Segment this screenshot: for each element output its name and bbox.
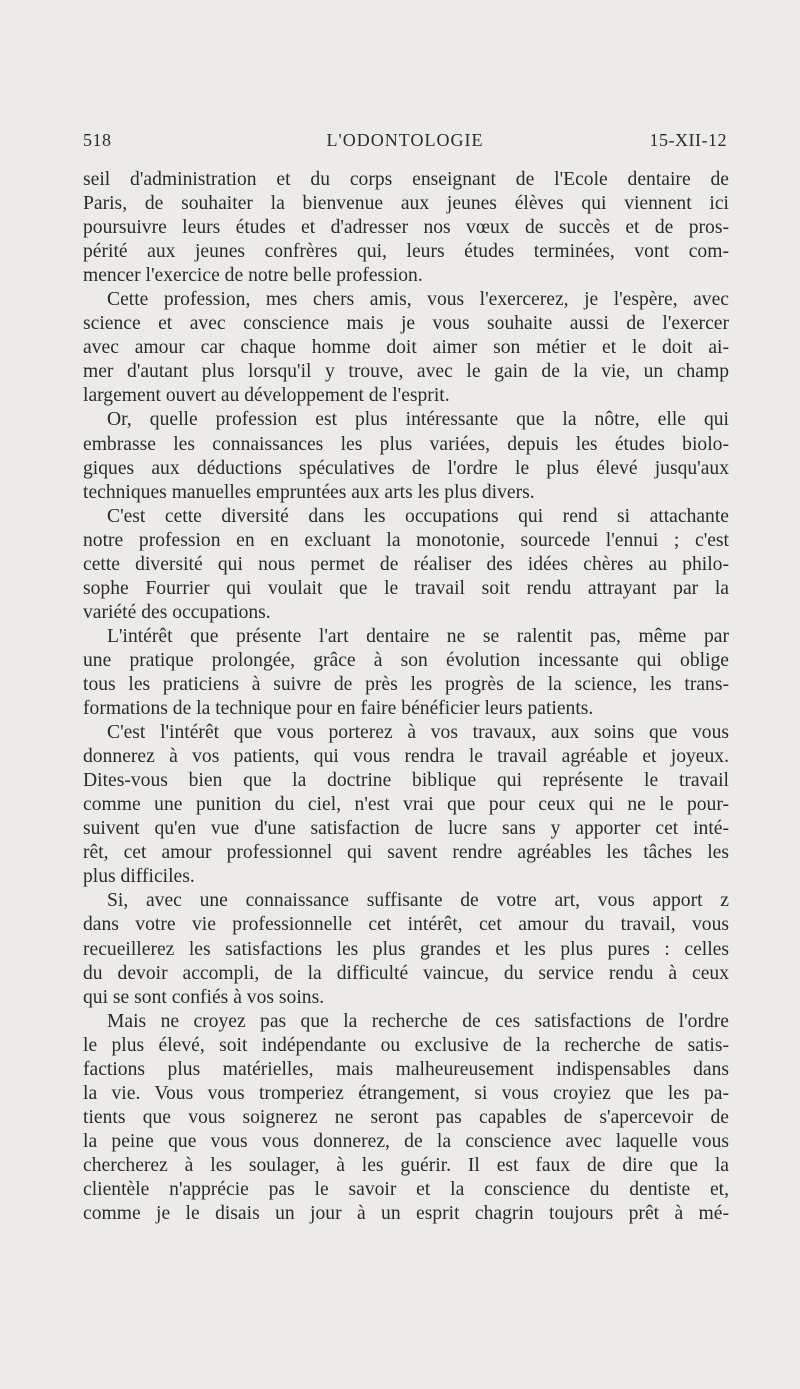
text-line: formations de la technique pour en faire bénéficier leurs patients.	[83, 698, 594, 720]
page-number: 518	[83, 130, 112, 150]
text-line: chercherez à les soulager, à les guérir. Il est faux de dire que la	[83, 1154, 729, 1176]
text-line: science et avec conscience mais je vous souhaite aussi de l'exercer	[83, 313, 729, 335]
text-line: plus difficiles.	[83, 866, 195, 888]
issue-date: 15-XII-12	[649, 130, 727, 150]
text-line: Mais ne croyez pas que la recherche de ces satisfactions de l'ordre	[107, 1010, 729, 1032]
text-line: clientèle n'apprécie pas le savoir et la conscience du dentiste et,	[83, 1178, 729, 1200]
text-line: embrasse les connaissances les plus variées, depuis les études biolo-	[83, 433, 729, 455]
text-line: notre profession en en excluant la monotonie, sourcede l'ennui ; c'est	[83, 529, 729, 551]
running-header	[83, 130, 727, 156]
text-line: qui se sont confiés à vos soins.	[83, 986, 325, 1008]
text-line: recueillerez les satisfactions les plus grandes et les plus pures : celles	[83, 938, 729, 960]
text-line: avec amour car chaque homme doit aimer son métier et le doit ai-	[83, 337, 729, 359]
text-line: L'intérêt que présente l'art dentaire ne se ralentit pas, même par	[107, 625, 729, 647]
text-line: dans votre vie professionnelle cet intérêt, cet amour du travail, vous	[83, 914, 729, 936]
text-line: donnerez à vos patients, qui vous rendra le travail agréable et joyeux.	[83, 746, 729, 768]
text-line: mencer l'exercice de notre belle profession.	[83, 265, 423, 287]
text-line: giques aux déductions spéculatives de l'ordre le plus élevé jusqu'aux	[83, 457, 729, 479]
body-text	[83, 168, 729, 1226]
text-line: rêt, cet amour professionnel qui savent rendre agréables les tâches les	[83, 842, 729, 864]
text-line: C'est l'intérêt que vous porterez à vos travaux, aux soins que vous	[107, 722, 729, 744]
text-line: mer d'autant plus lorsqu'il y trouve, avec le gain de la vie, un champ	[83, 361, 729, 383]
journal-title: L'ODONTOLOGIE	[326, 130, 484, 150]
text-line: du devoir accompli, de la difficulté vaincue, du service rendu à ceux	[83, 962, 729, 984]
text-line: poursuivre leurs études et d'adresser nos vœux de succès et de pros-	[83, 217, 729, 239]
text-line: largement ouvert au développement de l'esprit.	[83, 385, 450, 407]
text-line: tous les praticiens à suivre de près les progrès de la science, les trans-	[83, 673, 729, 695]
text-line: C'est cette diversité dans les occupations qui rend si attachante	[107, 505, 729, 527]
text-line: la peine que vous vous donnerez, de la conscience avec laquelle vous	[83, 1130, 729, 1152]
text-line: Or, quelle profession est plus intéressante que la nôtre, elle qui	[107, 409, 729, 431]
text-line: la vie. Vous vous tromperiez étrangement, si vous croyiez que les pa-	[83, 1082, 729, 1104]
text-line: seil d'administration et du corps enseignant de l'Ecole dentaire de	[83, 169, 729, 190]
text-line: techniques manuelles empruntées aux arts les plus divers.	[83, 481, 535, 503]
text-line: comme je le disais un jour à un esprit chagrin toujours prêt à mé-	[83, 1203, 729, 1225]
text-line: factions plus matérielles, mais malheureusement indispensables dans	[83, 1058, 729, 1080]
text-line: Si, avec une connaissance suffisante de votre art, vous apport z	[107, 890, 729, 912]
text-line: une pratique prolongée, grâce à son évolution incessante qui oblige	[83, 649, 729, 671]
text-line: périté aux jeunes confrères qui, leurs études terminées, vont com-	[83, 241, 729, 263]
text-line: comme une punition du ciel, n'est vrai que pour ceux qui ne le pour-	[83, 794, 729, 816]
text-line: tients que vous soignerez ne seront pas capables de s'apercevoir de	[83, 1106, 729, 1128]
text-line: suivent qu'en vue d'une satisfaction de lucre sans y apporter cet inté-	[83, 818, 729, 840]
text-line: Cette profession, mes chers amis, vous l'exercerez, je l'espère, avec	[107, 289, 729, 311]
text-line: sophe Fourrier qui voulait que le travail soit rendu attrayant par la	[83, 577, 729, 599]
text-line: le plus élevé, soit indépendante ou exclusive de la recherche de satis-	[83, 1034, 729, 1056]
text-line: Dites-vous bien que la doctrine biblique qui représente le travail	[83, 770, 729, 792]
text-line: Paris, de souhaiter la bienvenue aux jeunes élèves qui viennent ici	[83, 193, 729, 215]
text-line: cette diversité qui nous permet de réaliser des idées chères au philo-	[83, 553, 729, 575]
text-line: variété des occupations.	[83, 601, 271, 623]
